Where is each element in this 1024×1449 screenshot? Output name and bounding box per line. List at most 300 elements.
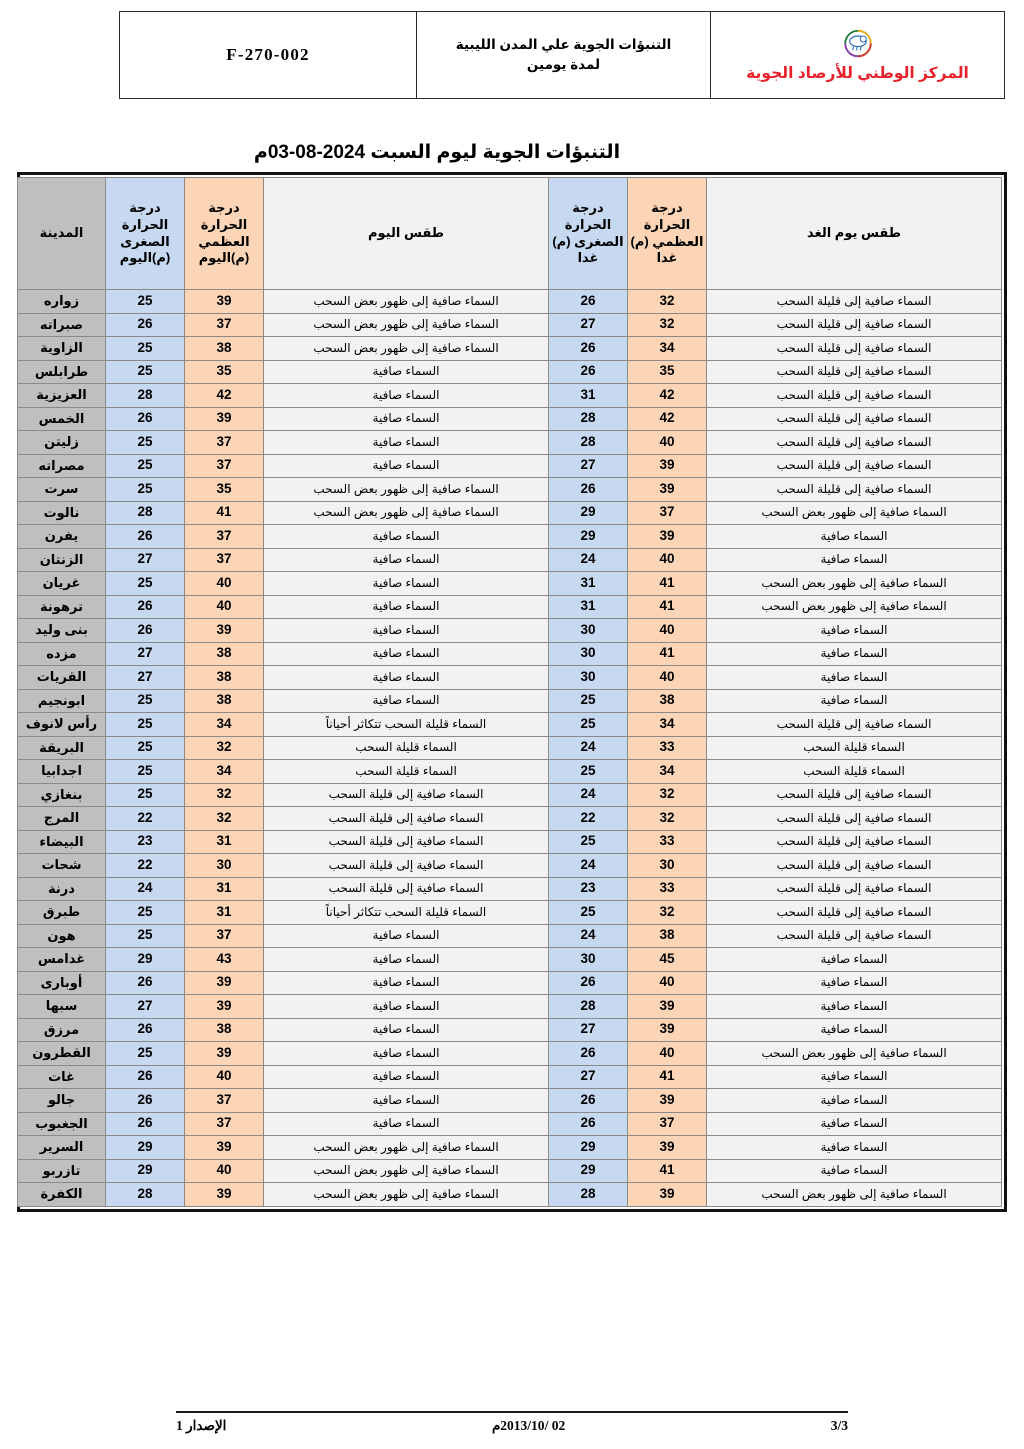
cell-city: بنغازي — [18, 783, 106, 807]
cell-min-temp-today: 26 — [106, 1018, 185, 1042]
cell-min-temp-tomorrow: 31 — [549, 384, 628, 408]
cell-city: يفرن — [18, 525, 106, 549]
cell-max-temp-today: 37 — [185, 431, 264, 455]
table-row — [18, 384, 1002, 408]
table-row — [18, 760, 1002, 784]
document-code: F-270-002 — [226, 45, 310, 64]
cell-city: مزده — [18, 642, 106, 666]
cell-min-temp-tomorrow: 25 — [549, 830, 628, 854]
cell-min-temp-today: 28 — [106, 1183, 185, 1207]
cell-min-temp-tomorrow: 26 — [549, 971, 628, 995]
footer-page-number: 3/3 — [830, 1418, 848, 1433]
cell-min-temp-today: 25 — [106, 783, 185, 807]
table-row — [18, 1112, 1002, 1136]
cell-max-temp-today: 37 — [185, 1112, 264, 1136]
cell-min-temp-today: 22 — [106, 807, 185, 831]
cell-min-temp-tomorrow: 26 — [549, 478, 628, 502]
cell-weather-today: السماء صافية إلى قليلة السحب — [264, 783, 549, 807]
cell-max-temp-today: 39 — [185, 1183, 264, 1207]
cell-max-temp-today: 39 — [185, 971, 264, 995]
cell-max-temp-today: 37 — [185, 1089, 264, 1113]
cell-city: البريقة — [18, 736, 106, 760]
cell-weather-today: السماء صافية — [264, 548, 549, 572]
cell-weather-today: السماء صافية — [264, 572, 549, 596]
cell-city: هون — [18, 924, 106, 948]
cell-max-temp-tomorrow: 39 — [628, 454, 707, 478]
cell-weather-today: السماء صافية — [264, 454, 549, 478]
cell-min-temp-tomorrow: 27 — [549, 313, 628, 337]
cell-weather-tomorrow: السماء صافية — [707, 619, 1002, 643]
cell-weather-today: السماء صافية إلى ظهور بعض السحب — [264, 1159, 549, 1183]
cell-min-temp-today: 23 — [106, 830, 185, 854]
cell-min-temp-tomorrow: 24 — [549, 736, 628, 760]
cell-city: زواره — [18, 290, 106, 314]
cell-max-temp-today: 39 — [185, 407, 264, 431]
cell-max-temp-tomorrow: 40 — [628, 666, 707, 690]
cell-min-temp-today: 29 — [106, 1159, 185, 1183]
cell-city: الخمس — [18, 407, 106, 431]
cell-max-temp-tomorrow: 34 — [628, 713, 707, 737]
table-row — [18, 713, 1002, 737]
cell-max-temp-today: 34 — [185, 713, 264, 737]
cell-weather-today: السماء قليلة السحب — [264, 760, 549, 784]
cell-weather-today: السماء صافية — [264, 431, 549, 455]
cell-weather-tomorrow: السماء صافية — [707, 1112, 1002, 1136]
cell-max-temp-tomorrow: 34 — [628, 337, 707, 361]
cell-max-temp-tomorrow: 37 — [628, 501, 707, 525]
table-row — [18, 971, 1002, 995]
cell-weather-tomorrow: السماء صافية إلى ظهور بعض السحب — [707, 1042, 1002, 1066]
cell-max-temp-today: 37 — [185, 313, 264, 337]
cell-min-temp-tomorrow: 28 — [549, 995, 628, 1019]
cell-min-temp-today: 25 — [106, 924, 185, 948]
cell-weather-tomorrow: السماء صافية إلى قليلة السحب — [707, 783, 1002, 807]
cell-weather-today: السماء صافية — [264, 407, 549, 431]
cell-weather-today: السماء صافية إلى ظهور بعض السحب — [264, 501, 549, 525]
cell-min-temp-tomorrow: 27 — [549, 1065, 628, 1089]
cell-weather-today: السماء صافية — [264, 1042, 549, 1066]
forecast-table-container — [17, 172, 1007, 1212]
cell-weather-today: السماء صافية إلى قليلة السحب — [264, 830, 549, 854]
cell-weather-today: السماء صافية — [264, 995, 549, 1019]
cell-max-temp-today: 31 — [185, 901, 264, 925]
page-title: التنبؤات الجوية ليوم السبت 2024-08-03م — [253, 142, 621, 163]
table-row — [18, 595, 1002, 619]
document-code-cell — [120, 12, 416, 98]
cell-weather-today: السماء صافية إلى قليلة السحب — [264, 807, 549, 831]
cell-city: البيضاء — [18, 830, 106, 854]
table-row — [18, 830, 1002, 854]
cell-city: صبراته — [18, 313, 106, 337]
cell-city: ابونجيم — [18, 689, 106, 713]
cell-city: الزنتان — [18, 548, 106, 572]
cell-max-temp-tomorrow: 38 — [628, 924, 707, 948]
cell-max-temp-today: 32 — [185, 736, 264, 760]
cell-min-temp-today: 27 — [106, 995, 185, 1019]
footer-date: 02 /2013/10م — [491, 1418, 566, 1433]
cell-max-temp-today: 32 — [185, 807, 264, 831]
cell-weather-today: السماء صافية — [264, 971, 549, 995]
cell-city: العزيزية — [18, 384, 106, 408]
cell-max-temp-today: 40 — [185, 595, 264, 619]
cell-max-temp-tomorrow: 40 — [628, 1042, 707, 1066]
cell-max-temp-today: 30 — [185, 854, 264, 878]
cell-weather-tomorrow: السماء صافية إلى قليلة السحب — [707, 901, 1002, 925]
cell-city: غات — [18, 1065, 106, 1089]
cell-weather-today: السماء صافية إلى ظهور بعض السحب — [264, 313, 549, 337]
cell-min-temp-today: 26 — [106, 971, 185, 995]
cell-max-temp-tomorrow: 39 — [628, 1089, 707, 1113]
cell-weather-tomorrow: السماء صافية — [707, 948, 1002, 972]
cell-city: بنى وليد — [18, 619, 106, 643]
cell-city: شحات — [18, 854, 106, 878]
cell-max-temp-today: 37 — [185, 454, 264, 478]
cell-weather-today: السماء صافية — [264, 948, 549, 972]
cell-min-temp-tomorrow: 27 — [549, 1018, 628, 1042]
cell-min-temp-tomorrow: 24 — [549, 783, 628, 807]
cell-min-temp-today: 26 — [106, 1089, 185, 1113]
cell-min-temp-tomorrow: 30 — [549, 642, 628, 666]
cell-city: غريان — [18, 572, 106, 596]
cell-city: رأس لانوف — [18, 713, 106, 737]
cell-weather-tomorrow: السماء صافية — [707, 689, 1002, 713]
cell-min-temp-today: 26 — [106, 595, 185, 619]
table-row — [18, 478, 1002, 502]
cell-weather-tomorrow: السماء صافية إلى قليلة السحب — [707, 313, 1002, 337]
table-row — [18, 1018, 1002, 1042]
cell-weather-today: السماء صافية — [264, 360, 549, 384]
cell-city: تازربو — [18, 1159, 106, 1183]
cell-weather-tomorrow: السماء صافية — [707, 1089, 1002, 1113]
cell-max-temp-tomorrow: 42 — [628, 384, 707, 408]
document-footer — [176, 1418, 848, 1434]
organization-cell — [710, 12, 1004, 98]
cell-weather-today: السماء صافية إلى ظهور بعض السحب — [264, 337, 549, 361]
cell-min-temp-tomorrow: 28 — [549, 407, 628, 431]
cell-weather-tomorrow: السماء صافية — [707, 1159, 1002, 1183]
cell-max-temp-tomorrow: 37 — [628, 1112, 707, 1136]
cell-max-temp-tomorrow: 38 — [628, 689, 707, 713]
cell-min-temp-tomorrow: 26 — [549, 290, 628, 314]
table-row — [18, 572, 1002, 596]
document-header-band — [119, 11, 1005, 99]
cell-max-temp-tomorrow: 40 — [628, 971, 707, 995]
cell-max-temp-tomorrow: 33 — [628, 830, 707, 854]
cell-weather-today: السماء صافية إلى قليلة السحب — [264, 877, 549, 901]
cell-weather-today: السماء صافية — [264, 1018, 549, 1042]
cell-city: المرج — [18, 807, 106, 831]
cell-min-temp-today: 25 — [106, 290, 185, 314]
cell-city: زليتن — [18, 431, 106, 455]
cell-weather-tomorrow: السماء صافية إلى قليلة السحب — [707, 454, 1002, 478]
cell-weather-tomorrow: السماء صافية إلى قليلة السحب — [707, 290, 1002, 314]
cell-max-temp-tomorrow: 34 — [628, 760, 707, 784]
cell-city: القريات — [18, 666, 106, 690]
cell-weather-tomorrow: السماء قليلة السحب — [707, 736, 1002, 760]
cell-min-temp-today: 26 — [106, 525, 185, 549]
cell-max-temp-today: 37 — [185, 548, 264, 572]
cell-city: غدامس — [18, 948, 106, 972]
cell-min-temp-tomorrow: 22 — [549, 807, 628, 831]
cell-weather-tomorrow: السماء صافية إلى قليلة السحب — [707, 360, 1002, 384]
header-max-temp-tomorrow: درجة الحرارة العظمي (م) غدا — [628, 178, 707, 290]
document-title-line-2: لمدة يومين — [526, 57, 601, 72]
cell-city: سبها — [18, 995, 106, 1019]
cell-max-temp-tomorrow: 41 — [628, 642, 707, 666]
cell-min-temp-today: 24 — [106, 877, 185, 901]
cell-min-temp-today: 29 — [106, 1136, 185, 1160]
cell-min-temp-today: 29 — [106, 948, 185, 972]
cell-weather-tomorrow: السماء صافية — [707, 1018, 1002, 1042]
cell-weather-tomorrow: السماء صافية — [707, 642, 1002, 666]
cell-max-temp-today: 38 — [185, 1018, 264, 1042]
cell-min-temp-today: 25 — [106, 572, 185, 596]
table-row — [18, 901, 1002, 925]
cell-weather-today: السماء صافية — [264, 666, 549, 690]
table-header-row — [18, 178, 1002, 290]
cell-max-temp-today: 39 — [185, 1136, 264, 1160]
cell-max-temp-today: 39 — [185, 1042, 264, 1066]
cell-max-temp-tomorrow: 45 — [628, 948, 707, 972]
cell-min-temp-tomorrow: 26 — [549, 1089, 628, 1113]
cell-max-temp-tomorrow: 39 — [628, 1136, 707, 1160]
cell-max-temp-today: 43 — [185, 948, 264, 972]
cell-max-temp-tomorrow: 41 — [628, 595, 707, 619]
forecast-table — [17, 177, 1002, 1207]
cell-min-temp-tomorrow: 26 — [549, 360, 628, 384]
cell-city: سرت — [18, 478, 106, 502]
cell-max-temp-today: 38 — [185, 666, 264, 690]
cell-min-temp-today: 25 — [106, 760, 185, 784]
cell-weather-today: السماء صافية إلى ظهور بعض السحب — [264, 1136, 549, 1160]
cell-weather-today: السماء صافية — [264, 384, 549, 408]
cell-min-temp-tomorrow: 31 — [549, 595, 628, 619]
cell-max-temp-today: 42 — [185, 384, 264, 408]
cell-min-temp-today: 25 — [106, 901, 185, 925]
cell-city: درنة — [18, 877, 106, 901]
cell-max-temp-today: 37 — [185, 525, 264, 549]
cell-min-temp-tomorrow: 26 — [549, 337, 628, 361]
cell-weather-tomorrow: السماء صافية إلى قليلة السحب — [707, 713, 1002, 737]
cell-max-temp-tomorrow: 40 — [628, 431, 707, 455]
cell-min-temp-today: 25 — [106, 454, 185, 478]
cell-max-temp-tomorrow: 40 — [628, 619, 707, 643]
cell-max-temp-tomorrow: 39 — [628, 525, 707, 549]
cell-weather-tomorrow: السماء صافية إلى ظهور بعض السحب — [707, 1183, 1002, 1207]
cell-max-temp-today: 39 — [185, 619, 264, 643]
table-row — [18, 619, 1002, 643]
cell-min-temp-today: 26 — [106, 1112, 185, 1136]
cell-weather-tomorrow: السماء صافية إلى قليلة السحب — [707, 407, 1002, 431]
table-row — [18, 924, 1002, 948]
cell-max-temp-today: 38 — [185, 642, 264, 666]
document-title-line-1: التنبؤات الجوية علي المدن الليبية — [455, 37, 672, 53]
table-row — [18, 454, 1002, 478]
cell-weather-today: السماء صافية إلى ظهور بعض السحب — [264, 478, 549, 502]
cell-max-temp-today: 38 — [185, 337, 264, 361]
table-row — [18, 525, 1002, 549]
cell-weather-today: السماء قليلة السحب تتكاثر أحياناً — [264, 901, 549, 925]
cell-min-temp-today: 26 — [106, 1065, 185, 1089]
cell-weather-tomorrow: السماء صافية إلى قليلة السحب — [707, 877, 1002, 901]
cell-weather-tomorrow: السماء صافية — [707, 1065, 1002, 1089]
forecast-table-body — [18, 290, 1002, 1207]
cell-min-temp-today: 26 — [106, 619, 185, 643]
cell-city: ترهونة — [18, 595, 106, 619]
cell-city: جالو — [18, 1089, 106, 1113]
cell-city: اجدابيا — [18, 760, 106, 784]
cell-max-temp-tomorrow: 32 — [628, 313, 707, 337]
cell-min-temp-today: 27 — [106, 642, 185, 666]
header-min-temp-today: درجة الحرارة الصغرى (م)اليوم — [106, 178, 185, 290]
cell-max-temp-tomorrow: 39 — [628, 1018, 707, 1042]
table-row — [18, 431, 1002, 455]
table-row — [18, 783, 1002, 807]
cell-city: الزاوية — [18, 337, 106, 361]
cell-weather-today: السماء صافية — [264, 1065, 549, 1089]
cell-max-temp-tomorrow: 39 — [628, 478, 707, 502]
document-title-cell — [416, 12, 710, 98]
cell-weather-tomorrow: السماء صافية إلى قليلة السحب — [707, 854, 1002, 878]
cell-city: طرابلس — [18, 360, 106, 384]
table-row — [18, 642, 1002, 666]
cell-weather-today: السماء صافية — [264, 595, 549, 619]
cell-weather-tomorrow: السماء صافية إلى قليلة السحب — [707, 830, 1002, 854]
table-row — [18, 548, 1002, 572]
cell-weather-tomorrow: السماء صافية إلى ظهور بعض السحب — [707, 572, 1002, 596]
cell-min-temp-tomorrow: 25 — [549, 901, 628, 925]
cell-max-temp-today: 38 — [185, 689, 264, 713]
cell-max-temp-tomorrow: 32 — [628, 290, 707, 314]
cell-min-temp-tomorrow: 30 — [549, 666, 628, 690]
cell-max-temp-tomorrow: 32 — [628, 783, 707, 807]
cell-weather-tomorrow: السماء صافية — [707, 525, 1002, 549]
cell-max-temp-today: 40 — [185, 1159, 264, 1183]
cell-weather-tomorrow: السماء صافية — [707, 995, 1002, 1019]
cell-max-temp-tomorrow: 33 — [628, 877, 707, 901]
table-row — [18, 1159, 1002, 1183]
cell-max-temp-today: 32 — [185, 783, 264, 807]
cell-min-temp-tomorrow: 29 — [549, 1136, 628, 1160]
cell-max-temp-tomorrow: 35 — [628, 360, 707, 384]
cell-min-temp-today: 25 — [106, 713, 185, 737]
cell-max-temp-today: 31 — [185, 877, 264, 901]
cell-weather-tomorrow: السماء صافية — [707, 666, 1002, 690]
cell-min-temp-today: 26 — [106, 313, 185, 337]
cell-min-temp-tomorrow: 29 — [549, 525, 628, 549]
cell-min-temp-today: 27 — [106, 666, 185, 690]
cell-weather-today: السماء صافية — [264, 525, 549, 549]
cell-max-temp-today: 41 — [185, 501, 264, 525]
cell-min-temp-tomorrow: 25 — [549, 713, 628, 737]
cell-min-temp-tomorrow: 24 — [549, 548, 628, 572]
cell-min-temp-today: 25 — [106, 689, 185, 713]
cell-min-temp-today: 25 — [106, 478, 185, 502]
table-row — [18, 313, 1002, 337]
table-row — [18, 1042, 1002, 1066]
cell-weather-tomorrow: السماء صافية إلى قليلة السحب — [707, 337, 1002, 361]
cell-weather-tomorrow: السماء صافية إلى قليلة السحب — [707, 807, 1002, 831]
cell-city: الجغبوب — [18, 1112, 106, 1136]
cell-min-temp-today: 28 — [106, 501, 185, 525]
cell-weather-today: السماء صافية — [264, 619, 549, 643]
cell-max-temp-tomorrow: 39 — [628, 1183, 707, 1207]
table-row — [18, 995, 1002, 1019]
table-row — [18, 807, 1002, 831]
cell-min-temp-tomorrow: 24 — [549, 854, 628, 878]
cell-min-temp-tomorrow: 23 — [549, 877, 628, 901]
cell-min-temp-today: 26 — [106, 407, 185, 431]
cell-min-temp-tomorrow: 26 — [549, 1042, 628, 1066]
cell-max-temp-tomorrow: 32 — [628, 901, 707, 925]
header-city: المدينة — [18, 178, 106, 290]
header-min-temp-tomorrow: درجة الحرارة الصغرى (م) غدا — [549, 178, 628, 290]
cell-weather-today: السماء قليلة السحب — [264, 736, 549, 760]
table-row — [18, 1089, 1002, 1113]
header-weather-tomorrow: طقس يوم الغد — [707, 178, 1002, 290]
cell-min-temp-tomorrow: 28 — [549, 431, 628, 455]
cell-max-temp-tomorrow: 41 — [628, 572, 707, 596]
cell-max-temp-today: 40 — [185, 1065, 264, 1089]
cell-min-temp-tomorrow: 31 — [549, 572, 628, 596]
cell-weather-tomorrow: السماء صافية — [707, 1136, 1002, 1160]
table-row — [18, 501, 1002, 525]
cell-weather-tomorrow: السماء قليلة السحب — [707, 760, 1002, 784]
cell-min-temp-tomorrow: 30 — [549, 948, 628, 972]
cell-max-temp-today: 37 — [185, 924, 264, 948]
cell-max-temp-today: 31 — [185, 830, 264, 854]
cell-min-temp-tomorrow: 27 — [549, 454, 628, 478]
cell-max-temp-today: 39 — [185, 995, 264, 1019]
cell-min-temp-tomorrow: 29 — [549, 501, 628, 525]
cell-city: السرير — [18, 1136, 106, 1160]
cell-city: القطرون — [18, 1042, 106, 1066]
cell-city: طبرق — [18, 901, 106, 925]
cell-max-temp-tomorrow: 42 — [628, 407, 707, 431]
cell-max-temp-tomorrow: 40 — [628, 548, 707, 572]
table-row — [18, 689, 1002, 713]
cell-weather-tomorrow: السماء صافية إلى قليلة السحب — [707, 924, 1002, 948]
cell-max-temp-tomorrow: 41 — [628, 1065, 707, 1089]
cell-weather-today: السماء صافية إلى ظهور بعض السحب — [264, 290, 549, 314]
header-weather-today: طقس اليوم — [264, 178, 549, 290]
cell-max-temp-today: 35 — [185, 360, 264, 384]
cell-max-temp-today: 40 — [185, 572, 264, 596]
cell-min-temp-tomorrow: 26 — [549, 1112, 628, 1136]
cell-city: الكفرة — [18, 1183, 106, 1207]
cell-weather-tomorrow: السماء صافية إلى ظهور بعض السحب — [707, 595, 1002, 619]
cell-weather-today: السماء صافية — [264, 689, 549, 713]
cell-min-temp-today: 25 — [106, 736, 185, 760]
organization-name: المركز الوطني للأرصاد الجوية — [746, 65, 969, 82]
cell-weather-today: السماء صافية — [264, 924, 549, 948]
cell-city: نالوت — [18, 501, 106, 525]
cell-min-temp-today: 25 — [106, 360, 185, 384]
table-row — [18, 337, 1002, 361]
cell-max-temp-tomorrow: 39 — [628, 995, 707, 1019]
table-row — [18, 290, 1002, 314]
cell-max-temp-tomorrow: 41 — [628, 1159, 707, 1183]
cell-min-temp-tomorrow: 25 — [549, 689, 628, 713]
table-row — [18, 407, 1002, 431]
cell-weather-tomorrow: السماء صافية إلى ظهور بعض السحب — [707, 501, 1002, 525]
cell-weather-today: السماء صافية — [264, 642, 549, 666]
cell-max-temp-today: 35 — [185, 478, 264, 502]
cell-weather-tomorrow: السماء صافية إلى قليلة السحب — [707, 384, 1002, 408]
cell-min-temp-today: 22 — [106, 854, 185, 878]
header-max-temp-today: درجة الحرارة العظمي (م)اليوم — [185, 178, 264, 290]
cell-max-temp-tomorrow: 33 — [628, 736, 707, 760]
